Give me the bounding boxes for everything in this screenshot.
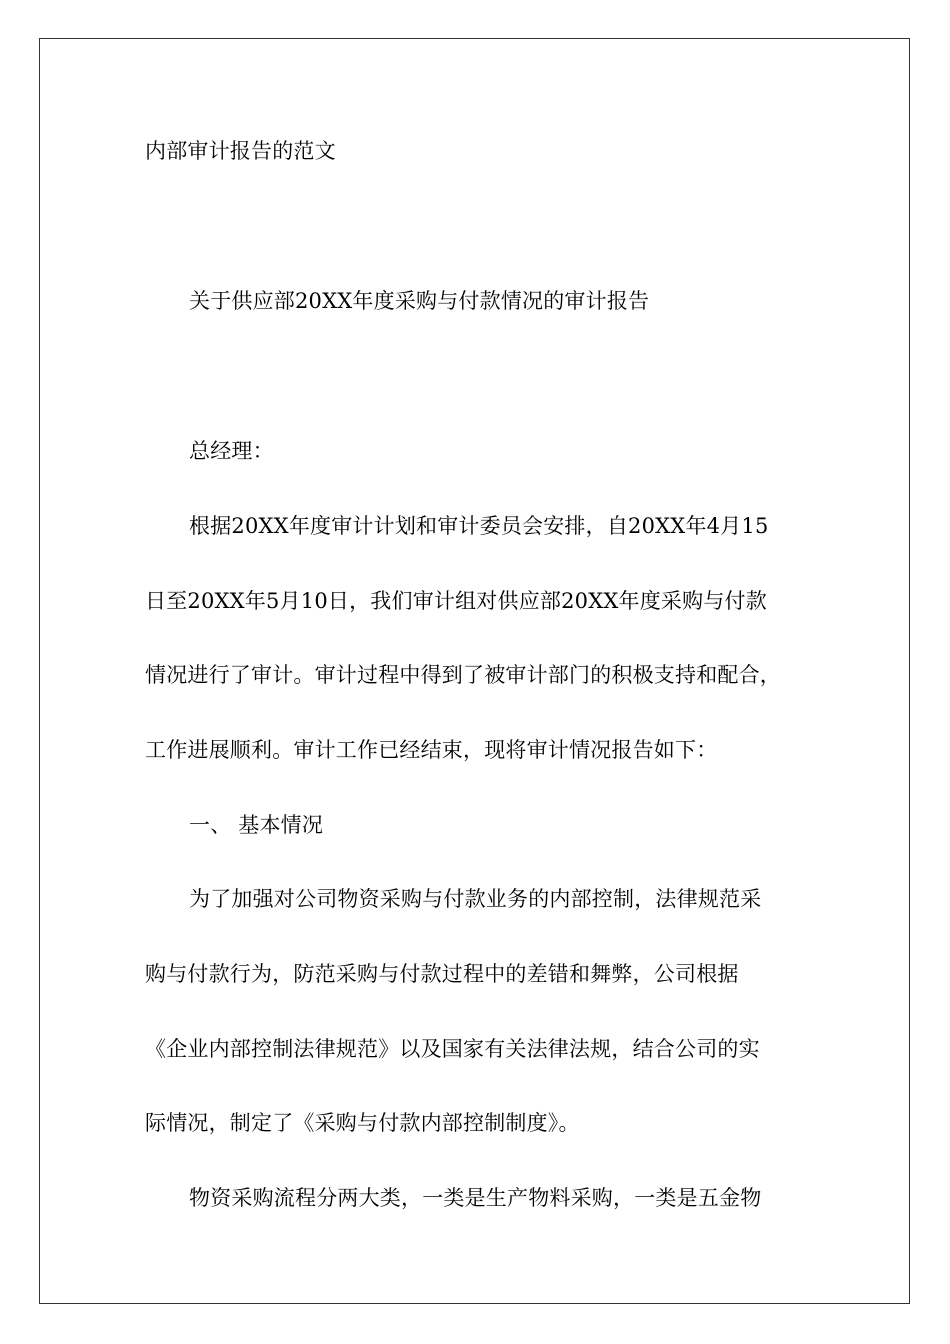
paragraph-line: 《企业内部控制法律规范》以及国家有关法律法规，结合公司的实 xyxy=(145,1037,760,1061)
paragraph-line: 工作进展顺利。审计工作已经结束，现将审计情况报告如下： xyxy=(145,738,718,762)
paragraph-line: 根据20XX年度审计计划和审计委员会安排，自20XX年4月15 xyxy=(189,514,769,538)
section-heading: 一、 基本情况 xyxy=(189,813,324,837)
document-title: 内部审计报告的范文 xyxy=(145,139,336,163)
paragraph-line: 际情况，制定了《采购与付款内部控制制度》。 xyxy=(145,1111,580,1135)
paragraph-line: 情况进行了审计。审计过程中得到了被审计部门的积极支持和配合， xyxy=(145,663,781,687)
paragraph-line: 为了加强对公司物资采购与付款业务的内部控制，法律规范采 xyxy=(189,887,762,911)
salutation: 总经理： xyxy=(189,439,274,463)
paragraph-line: 物资采购流程分两大类，一类是生产物料采购，一类是五金物 xyxy=(189,1186,762,1210)
report-title: 关于供应部20XX年度采购与付款情况的审计报告 xyxy=(189,289,650,313)
paragraph-line: 购与付款行为，防范采购与付款过程中的差错和舞弊，公司根据 xyxy=(145,962,739,986)
paragraph-line: 日至20XX年5月10日，我们审计组对供应部20XX年度采购与付款 xyxy=(145,589,767,613)
